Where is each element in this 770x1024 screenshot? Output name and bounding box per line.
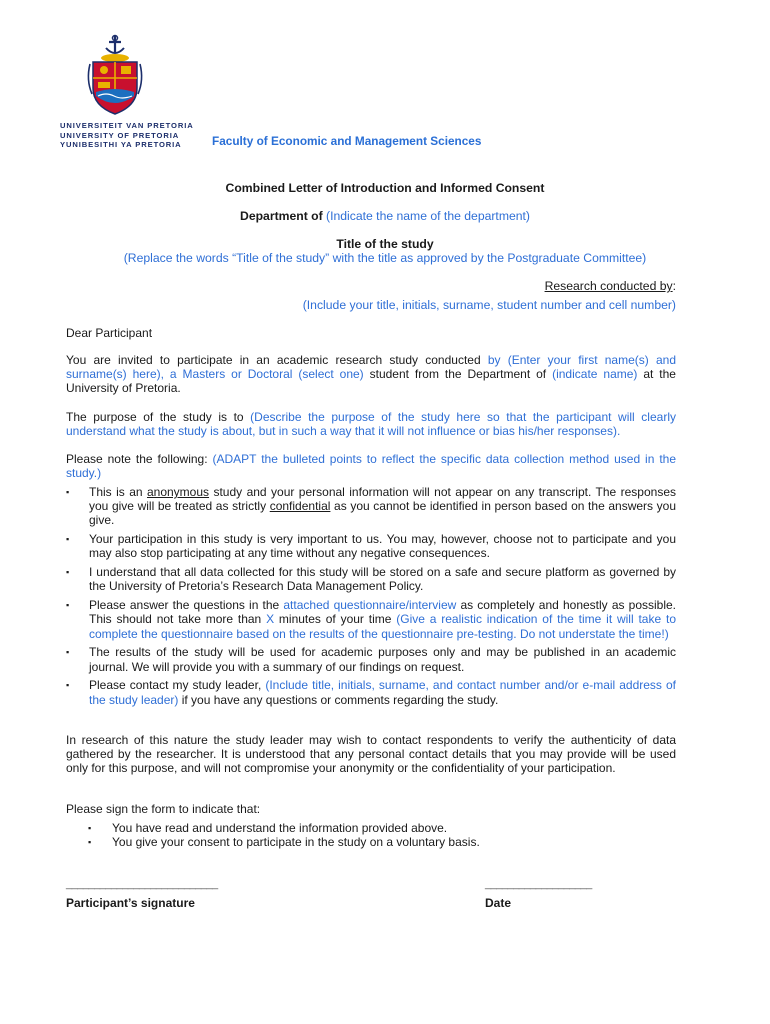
bullet-marker: ▪ xyxy=(88,823,92,833)
date-line[interactable]: ___________________ xyxy=(485,878,592,890)
bullet-underlined-anonymous: anonymous xyxy=(146,485,210,499)
bullet-marker: ▪ xyxy=(66,567,70,578)
bullet-marker: ▪ xyxy=(88,837,92,848)
researcher-details-hint: (Include your title, initials, surname, student number and cell number) xyxy=(302,298,676,312)
department-label: Department of xyxy=(240,209,323,223)
verification-paragraph: In research of this nature the study leader may wish to contact respondents to verify the authenticity of data gathered by the researcher. It is understood that any personal contact details that you may provide will be used only for this purpose, and will not compromise your anonymity or the confidentiality of your participation. xyxy=(66,733,676,776)
research-conducted-label: Research conducted by xyxy=(544,279,673,293)
university-names xyxy=(60,121,194,150)
bullet-text: The results of the study will be used for academic purposes only and may be published in an academic journal. We will provide you with a summary of our findings on request. xyxy=(89,645,676,674)
invitation-hint-name: by (Enter your first name(s) and surname(s) here), a Masters or Doctoral (select one) xyxy=(66,353,676,382)
bullet-text: Please answer the questions in the xyxy=(89,598,284,613)
list-item-anonymous xyxy=(66,485,676,528)
consent-item-text: You give your consent to participate in the study on a voluntary basis. xyxy=(112,835,480,850)
invitation-paragraph xyxy=(66,353,676,396)
bullet-hint-instrument: attached questionnaire/interview xyxy=(283,598,457,613)
bullet-marker: ▪ xyxy=(66,647,70,658)
bullet-hint-time: (Give a realistic indication of the time it will take to complete the questionnaire based on the results of the questionnaire pre-testing. Do not understate the time!) xyxy=(89,612,676,641)
study-title-hint: (Replace the words “Title of the study” with the title as approved by the Postgraduate Committee) xyxy=(123,251,647,265)
bullet-text: This is an xyxy=(89,485,147,499)
bullet-marker: ▪ xyxy=(66,680,70,691)
sign-intro: Please sign the form to indicate that: xyxy=(66,802,261,816)
consent-item xyxy=(88,835,668,849)
bullet-hint-minutes: X xyxy=(266,612,275,627)
bullet-text: study and your personal information will not appear on any transcript. The responses you give will be treated as strictly xyxy=(89,485,676,514)
bullet-text: I understand that all data collected for this study will be stored on a safe and secure platform as governed by the University of Pretoria’s Research Data Management Policy. xyxy=(89,565,676,594)
department-hint: (Indicate the name of the department) xyxy=(326,209,530,223)
consent-item-text: You have read and understand the information provided above. xyxy=(112,821,448,835)
date-label: Date xyxy=(485,896,512,910)
document-title: Combined Letter of Introduction and Informed Consent xyxy=(225,181,545,195)
bullet-marker: ▪ xyxy=(66,487,70,497)
list-item-contact xyxy=(66,678,676,706)
university-name-sepedi: YUNIBESITHI YA PRETORIA xyxy=(60,140,182,150)
note-paragraph xyxy=(66,452,676,480)
consent-item xyxy=(88,821,668,835)
purpose-text: The purpose of the study is to xyxy=(66,410,251,424)
faculty-name: Faculty of Economic and Management Sciences xyxy=(212,134,482,148)
bullet-marker: ▪ xyxy=(66,534,70,545)
invitation-hint-department: (indicate name) xyxy=(552,367,638,382)
university-name-english: UNIVERSITY OF PRETORIA xyxy=(60,130,180,140)
bullet-text: Your participation in this study is very important to us. You may, however, choose not to participate and you may also stop participating at any time without any negative consequences. xyxy=(89,532,676,561)
list-item-data-storage xyxy=(66,565,676,593)
bullet-text: as completely and honestly as possible. This should not take more than xyxy=(89,598,677,627)
list-item-results xyxy=(66,645,676,673)
bullet-text: minutes of your time xyxy=(274,612,397,627)
department-line xyxy=(0,209,770,223)
university-name-afrikaans: UNIVERSITEIT VAN PRETORIA xyxy=(60,121,194,130)
bullet-text: Please contact my study leader, xyxy=(89,678,266,693)
bullet-text: if you have any questions or comments regarding the study. xyxy=(178,692,499,707)
letterhead xyxy=(58,30,518,155)
note-hint: (ADAPT the bulleted points to reflect the specific data collection method used in the study.) xyxy=(66,452,677,481)
bullet-hint-study-leader: (Include title, initials, surname, and contact number and/or e-mail address of the study leader) xyxy=(89,678,676,707)
participant-signature-line[interactable]: ___________________________ xyxy=(66,878,218,890)
university-crest-logo xyxy=(84,34,146,118)
salutation: Dear Participant xyxy=(66,326,153,340)
study-conditions-list xyxy=(66,485,676,711)
invitation-text-2: student from the Department of xyxy=(363,367,553,382)
bullet-text: as you cannot be identified in person based on the answers you give. xyxy=(89,499,676,528)
participant-signature-label: Participant’s signature xyxy=(66,896,195,910)
invitation-text-3: at the University of Pretoria. xyxy=(66,367,676,396)
research-conducted-line xyxy=(545,279,676,293)
bullet-marker: ▪ xyxy=(66,600,70,611)
list-item-participation xyxy=(66,532,676,560)
research-conducted-colon: : xyxy=(672,279,676,293)
study-title-label: Title of the study xyxy=(336,237,434,251)
invitation-text: You are invited to participate in an academic research study conducted xyxy=(66,353,488,367)
consent-list xyxy=(88,821,668,849)
bullet-underlined-confidential: confidential xyxy=(269,499,331,514)
note-text: Please note the following: xyxy=(66,452,213,466)
purpose-paragraph xyxy=(66,410,676,438)
list-item-questionnaire xyxy=(66,598,676,641)
purpose-hint: (Describe the purpose of the study here so that the participant will clearly understand what the study is about, but in such a way that it will not influence or bias his/her responses). xyxy=(66,410,676,439)
